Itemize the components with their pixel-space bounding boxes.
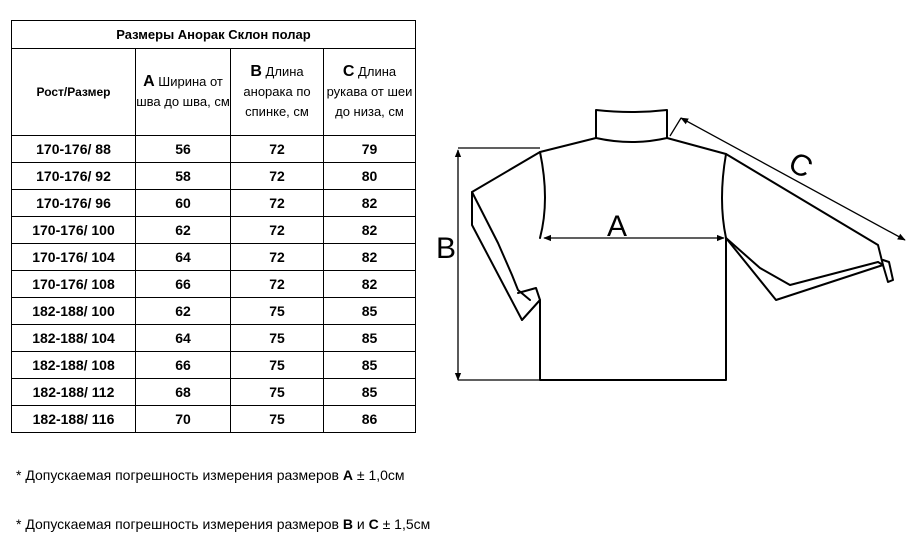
cell-a: 62 [136,298,231,325]
header-a-letter: А [143,73,155,90]
cell-c: 80 [324,163,416,190]
cell-b: 72 [231,244,324,271]
jacket-right-cuff [878,260,893,282]
cell-height-size: 182-188/ 108 [12,352,136,379]
note1-a: А [342,467,353,483]
cell-b: 72 [231,136,324,163]
cell-c: 85 [324,325,416,352]
note1-prefix: * Допускаемая погрешность измерения размеров [16,467,343,483]
cell-b: 72 [231,190,324,217]
cell-b: 72 [231,271,324,298]
cell-height-size: 182-188/ 116 [12,406,136,433]
note2-suffix: ± 1,5см [378,516,431,532]
jacket-left-sleeve-seam [472,192,530,300]
cell-c: 82 [324,217,416,244]
cell-height-size: 182-188/ 112 [12,379,136,406]
cell-height-size: 170-176/ 100 [12,217,136,244]
cell-a: 66 [136,271,231,298]
cell-b: 75 [231,406,324,433]
cell-b: 72 [231,163,324,190]
cell-c: 85 [324,379,416,406]
cell-a: 64 [136,244,231,271]
cell-b: 75 [231,379,324,406]
dimension-a-label: A [606,210,628,243]
jacket-right-armhole [722,154,726,238]
header-b-letter: В [250,63,262,80]
note2-c: С [368,516,379,532]
header-c-letter: С [342,63,355,80]
cell-c: 82 [324,190,416,217]
tolerance-note-bc [16,516,430,532]
dimension-c-guide [670,118,681,136]
cell-a: 58 [136,163,231,190]
cell-c: 85 [324,298,416,325]
header-a-text: Ширина от шва до шва, см [136,74,230,109]
cell-b: 75 [231,325,324,352]
jacket-left-cuff [518,288,540,320]
cell-b: 75 [231,352,324,379]
note2-prefix: * Допускаемая погрешность измерения размеров [16,516,343,532]
note1-suffix: ± 1,0см [352,467,405,483]
header-b-text: Длина анорака по спинке, см [243,64,311,119]
cell-c: 86 [324,406,416,433]
cell-height-size: 170-176/ 92 [12,163,136,190]
cell-a: 56 [136,136,231,163]
note2-b: В [342,516,353,532]
cell-b: 72 [231,217,324,244]
cell-height-size: 170-176/ 108 [12,271,136,298]
tolerance-note-a [16,467,405,483]
cell-c: 82 [324,244,416,271]
jacket-body-outline [472,138,883,380]
dimension-b-label: B [435,232,457,265]
cell-height-size: 170-176/ 96 [12,190,136,217]
cell-a: 64 [136,325,231,352]
jacket-collar [596,110,667,142]
table-title: Размеры Анорак Склон полар [12,21,416,49]
note2-and: и [352,516,369,532]
dimension-c-label: C [783,145,818,186]
header-height-size: Рост/Размер [12,49,136,136]
cell-c: 79 [324,136,416,163]
cell-height-size: 182-188/ 104 [12,325,136,352]
cell-a: 60 [136,190,231,217]
cell-a: 68 [136,379,231,406]
cell-a: 70 [136,406,231,433]
cell-a: 62 [136,217,231,244]
cell-c: 82 [324,271,416,298]
jacket-right-sleeve-seam [726,238,878,285]
cell-height-size: 182-188/ 100 [12,298,136,325]
cell-b: 75 [231,298,324,325]
cell-height-size: 170-176/ 104 [12,244,136,271]
cell-height-size: 170-176/ 88 [12,136,136,163]
header-c-text: Длина рукава от шеи до низа, см [326,64,413,119]
cell-c: 85 [324,352,416,379]
cell-a: 66 [136,352,231,379]
jacket-left-armhole [540,152,545,238]
